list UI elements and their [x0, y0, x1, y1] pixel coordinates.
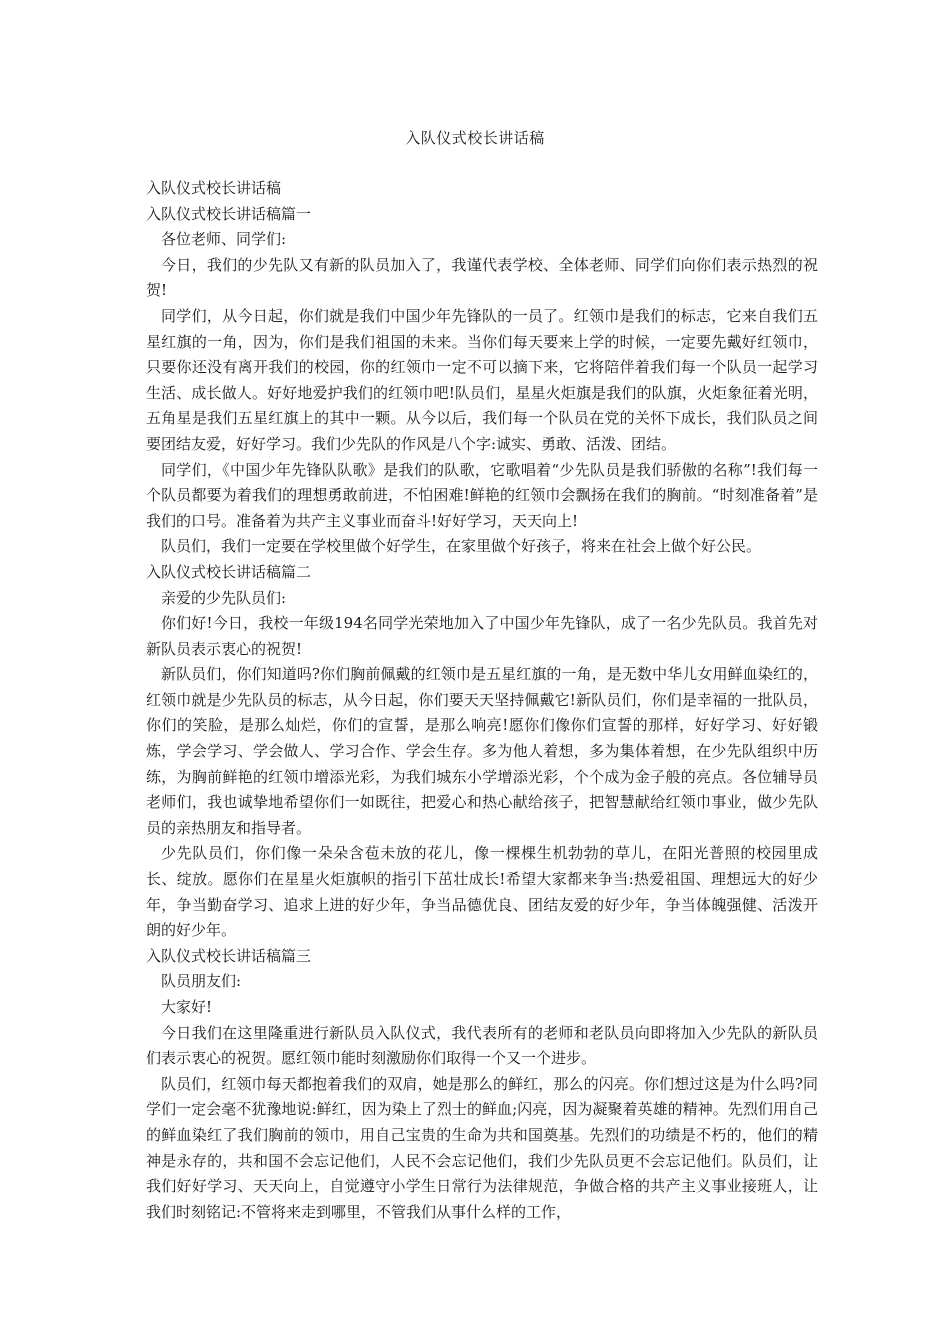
body-paragraph: 队员们，我们一定要在学校里做个好学生，在家里做个好孩子，将来在社会上做个好公民。	[161, 537, 762, 556]
section-heading: 入队仪式校长讲话稿篇一	[146, 204, 312, 223]
body-paragraph: 今日，我们的少先队又有新的队员加入了，我谨代表学校、全体老师、同学们向你们表示热烈的祝贺!	[146, 255, 818, 300]
section-heading: 入队仪式校长讲话稿篇二	[146, 562, 312, 581]
body-paragraph: 队员们，红领巾每天都抱着我们的双肩，她是那么的鲜红，那么的闪亮。你们想过这是为什么吗?同学们一定会毫不犹豫地说:鲜红，因为染上了烈士的鲜血;闪亮，因为凝聚着英雄的精神。先烈们用自己的鲜血染红了我们胸前的领巾，用自己宝贵的生命为共和国奠基。先烈们的功绩是不朽的，他们的精神是永存的，共和国不会忘记他们，人民不会忘记他们，我们少先队员更不会忘记他们。队员们，让我们好好学习、天天向上，自觉遵守小学生日常行为法律规范，争做合格的共产主义事业接班人，让我们时刻铭记:不管将来走到哪里，不管我们从事什么样的工作，	[146, 1074, 818, 1221]
body-paragraph: 少先队员们，你们像一朵朵含苞未放的花儿，像一棵棵生机勃勃的草儿，在阳光普照的校园里成长、绽放。愿你们在星星火炬旗帜的指引下茁壮成长!希望大家都来争当:热爱祖国、理想远大的好少年，争当勤奋学习、追求上进的好少年，争当品德优良、团结友爱的好少年，争当体魄强健、活泼开朗的好少年。	[146, 844, 818, 940]
document-body	[146, 176, 818, 1225]
body-paragraph: 同学们，《中国少年先锋队队歌》是我们的队歌，它歌唱着“少先队员是我们骄傲的名称”!我们每一个队员都要为着我们的理想勇敢前进，不怕困难!鲜艳的红领巾会飘扬在我们的胸前。“时刻准备着”是我们的口号。准备着为共产主义事业而奋斗!好好学习，天天向上!	[146, 460, 818, 530]
body-paragraph: 新队员们，你们知道吗?你们胸前佩戴的红领巾是五星红旗的一角，是无数中华儿女用鲜血染红的，红领巾就是少先队员的标志，从今日起，你们要天天坚持佩戴它!新队员们，你们是幸福的一批队员，你们的笑脸，是那么灿烂，你们的宣誓，是那么响亮!愿你们像你们宣誓的那样，好好学习、好好锻炼，学会学习、学会做人、学习合作、学会生存。多为他人着想，多为集体着想，在少先队组织中历练，为胸前鲜艳的红领巾增添光彩，为我们城东小学增添光彩，个个成为金子般的亮点。各位辅导员老师们，我也诚挚地希望你们一如既往，把爱心和热心献给孩子，把智慧献给红领巾事业，做少先队员的亲热朋友和指导者。	[146, 665, 818, 837]
body-paragraph: 各位老师、同学们:	[161, 230, 287, 249]
body-paragraph: 同学们，从今日起，你们就是我们中国少年先锋队的一员了。红领巾是我们的标志，它来自我们五星红旗的一角，因为，你们是我们祖国的未来。当你们每天要来上学的时候，一定要先戴好红领巾，只要你还没有离开我们的校园，你的红领巾一定不可以摘下来，它将陪伴着我们每一个队员一起学习生活、成长做人。好好地爱护我们的红领巾吧!队员们，星星火炬旗是我们的队旗，火炬象征着光明，五角星是我们五星红旗上的其中一颗。从今以后，我们每一个队员在党的关怀下成长，我们队员之间要团结友爱，好好学习。我们少先队的作风是八个字:诚实、勇敢、活泼、团结。	[146, 306, 818, 453]
section-heading: 入队仪式校长讲话稿篇三	[146, 946, 312, 965]
body-paragraph: 亲爱的少先队员们:	[161, 588, 287, 607]
body-paragraph: 队员朋友们:	[161, 972, 242, 991]
body-paragraph: 你们好!今日，我校一年级194名同学光荣地加入了中国少年先锋队，成了一名少先队员。我首先对新队员表示衷心的祝贺!	[146, 614, 818, 658]
body-paragraph: 今日我们在这里隆重进行新队员入队仪式，我代表所有的老师和老队员向即将加入少先队的新队员们表示衷心的祝贺。愿红领巾能时刻激励你们取得一个又一个进步。	[146, 1023, 818, 1068]
section-heading: 入队仪式校长讲话稿	[146, 179, 282, 197]
body-paragraph: 大家好!	[161, 998, 213, 1016]
document-title: 入队仪式校长讲话稿	[405, 129, 545, 147]
